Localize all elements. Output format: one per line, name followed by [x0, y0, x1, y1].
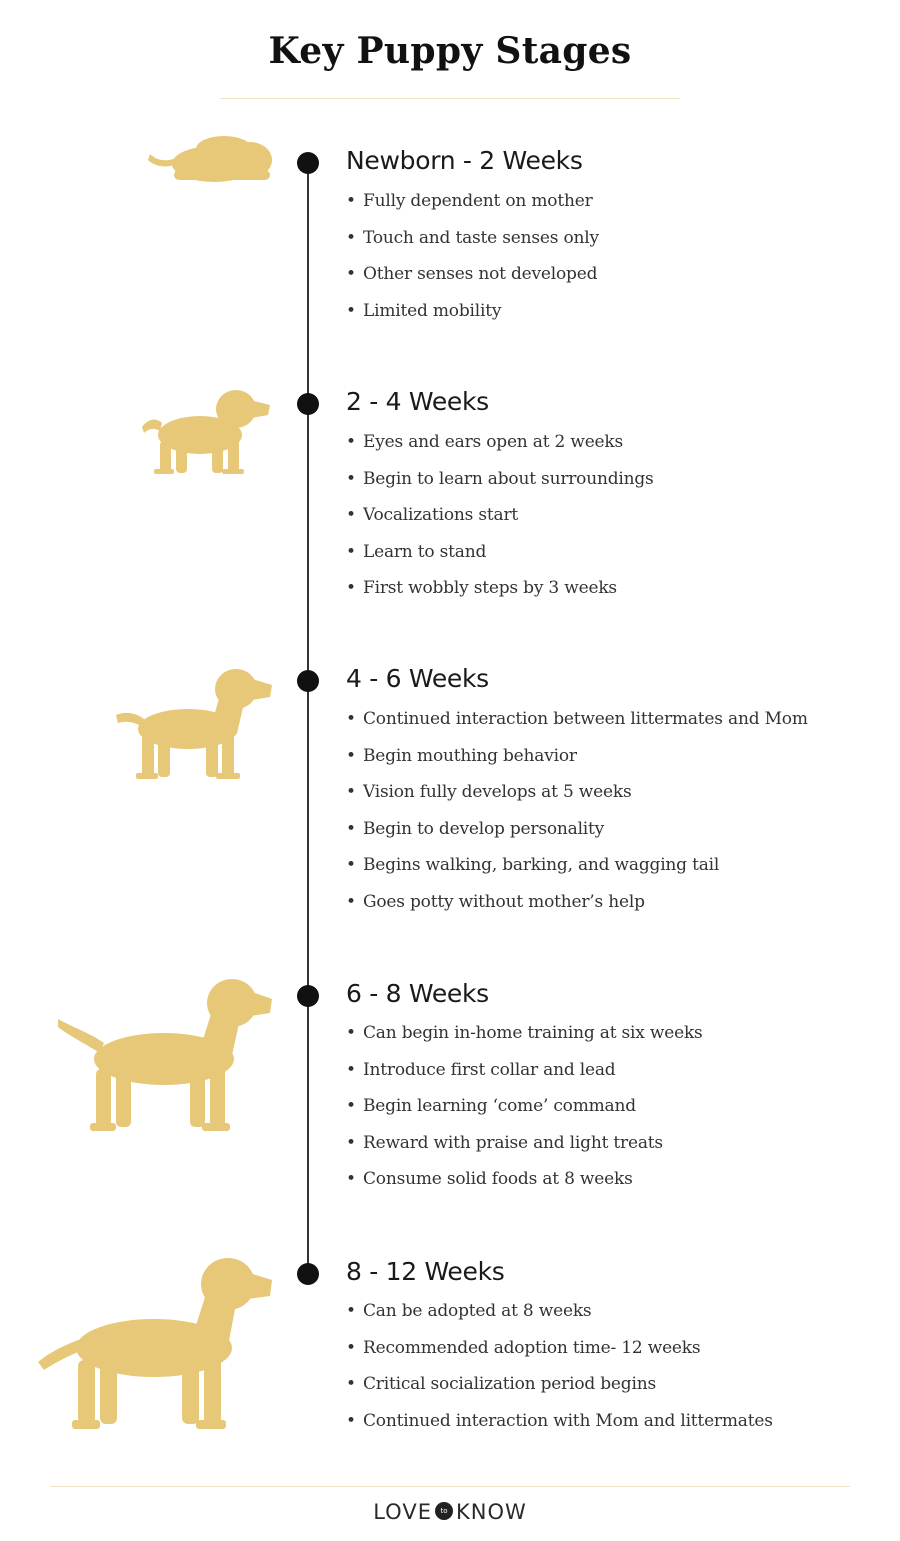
- list-item: • Continued interaction between littermates and Mom: [346, 701, 808, 738]
- stage-title: 4 - 6 Weeks: [346, 664, 489, 693]
- stage-bullets: [346, 1293, 773, 1439]
- stage-title: 8 - 12 Weeks: [346, 1257, 505, 1286]
- list-item: • Fully dependent on mother: [346, 183, 599, 220]
- stage-bullets: [346, 424, 654, 607]
- list-item: • Eyes and ears open at 2 weeks: [346, 424, 654, 461]
- list-item: • Continued interaction with Mom and littermates: [346, 1403, 773, 1440]
- list-item: • Consume solid foods at 8 weeks: [346, 1161, 703, 1198]
- small-puppy-icon: [138, 385, 274, 477]
- list-item: • Vocalizations start: [346, 497, 654, 534]
- stage-title: 6 - 8 Weeks: [346, 979, 489, 1008]
- list-item: • Begins walking, barking, and wagging tail: [346, 847, 808, 884]
- list-item: • Other senses not developed: [346, 256, 599, 293]
- list-item: • Introduce first collar and lead: [346, 1052, 703, 1089]
- stage-bullets: [346, 1015, 703, 1198]
- brand-text-left: LOVE: [373, 1500, 432, 1524]
- list-item: • Begin learning ‘come’ command: [346, 1088, 703, 1125]
- list-item: • First wobbly steps by 3 weeks: [346, 570, 654, 607]
- list-item: • Can begin in-home training at six weeks: [346, 1015, 703, 1052]
- growing-puppy-icon: [56, 975, 274, 1135]
- brand-logo: [0, 1500, 900, 1530]
- brand-text-right: KNOW: [455, 1500, 527, 1524]
- list-item: • Limited mobility: [346, 293, 599, 330]
- list-item: • Begin mouthing behavior: [346, 738, 808, 775]
- list-item: • Reward with praise and light treats: [346, 1125, 703, 1162]
- sleeping-puppy-icon: [146, 130, 274, 186]
- stage-bullets: [346, 701, 808, 920]
- timeline-dot: [297, 393, 319, 415]
- timeline-dot: [297, 152, 319, 174]
- list-item: • Recommended adoption time- 12 weeks: [346, 1330, 773, 1367]
- page-title: Key Puppy Stages: [268, 30, 632, 72]
- large-puppy-icon: [36, 1256, 274, 1432]
- list-item: • Touch and taste senses only: [346, 220, 599, 257]
- list-item: • Begin to learn about surroundings: [346, 461, 654, 498]
- brand-badge: to: [435, 1502, 453, 1520]
- list-item: • Critical socialization period begins: [346, 1366, 773, 1403]
- stage-title: 2 - 4 Weeks: [346, 387, 489, 416]
- list-item: • Can be adopted at 8 weeks: [346, 1293, 773, 1330]
- young-puppy-icon: [112, 665, 274, 783]
- stage-bullets: [346, 183, 599, 329]
- footer-divider: [50, 1486, 850, 1487]
- timeline-dot: [297, 1263, 319, 1285]
- stage-title: Newborn - 2 Weeks: [346, 146, 583, 175]
- list-item: • Goes potty without mother’s help: [346, 884, 808, 921]
- timeline-dot: [297, 985, 319, 1007]
- timeline-line: [307, 162, 309, 1274]
- list-item: • Learn to stand: [346, 534, 654, 571]
- list-item: • Begin to develop personality: [346, 811, 808, 848]
- timeline-dot: [297, 670, 319, 692]
- list-item: • Vision fully develops at 5 weeks: [346, 774, 808, 811]
- title-divider: [220, 98, 680, 99]
